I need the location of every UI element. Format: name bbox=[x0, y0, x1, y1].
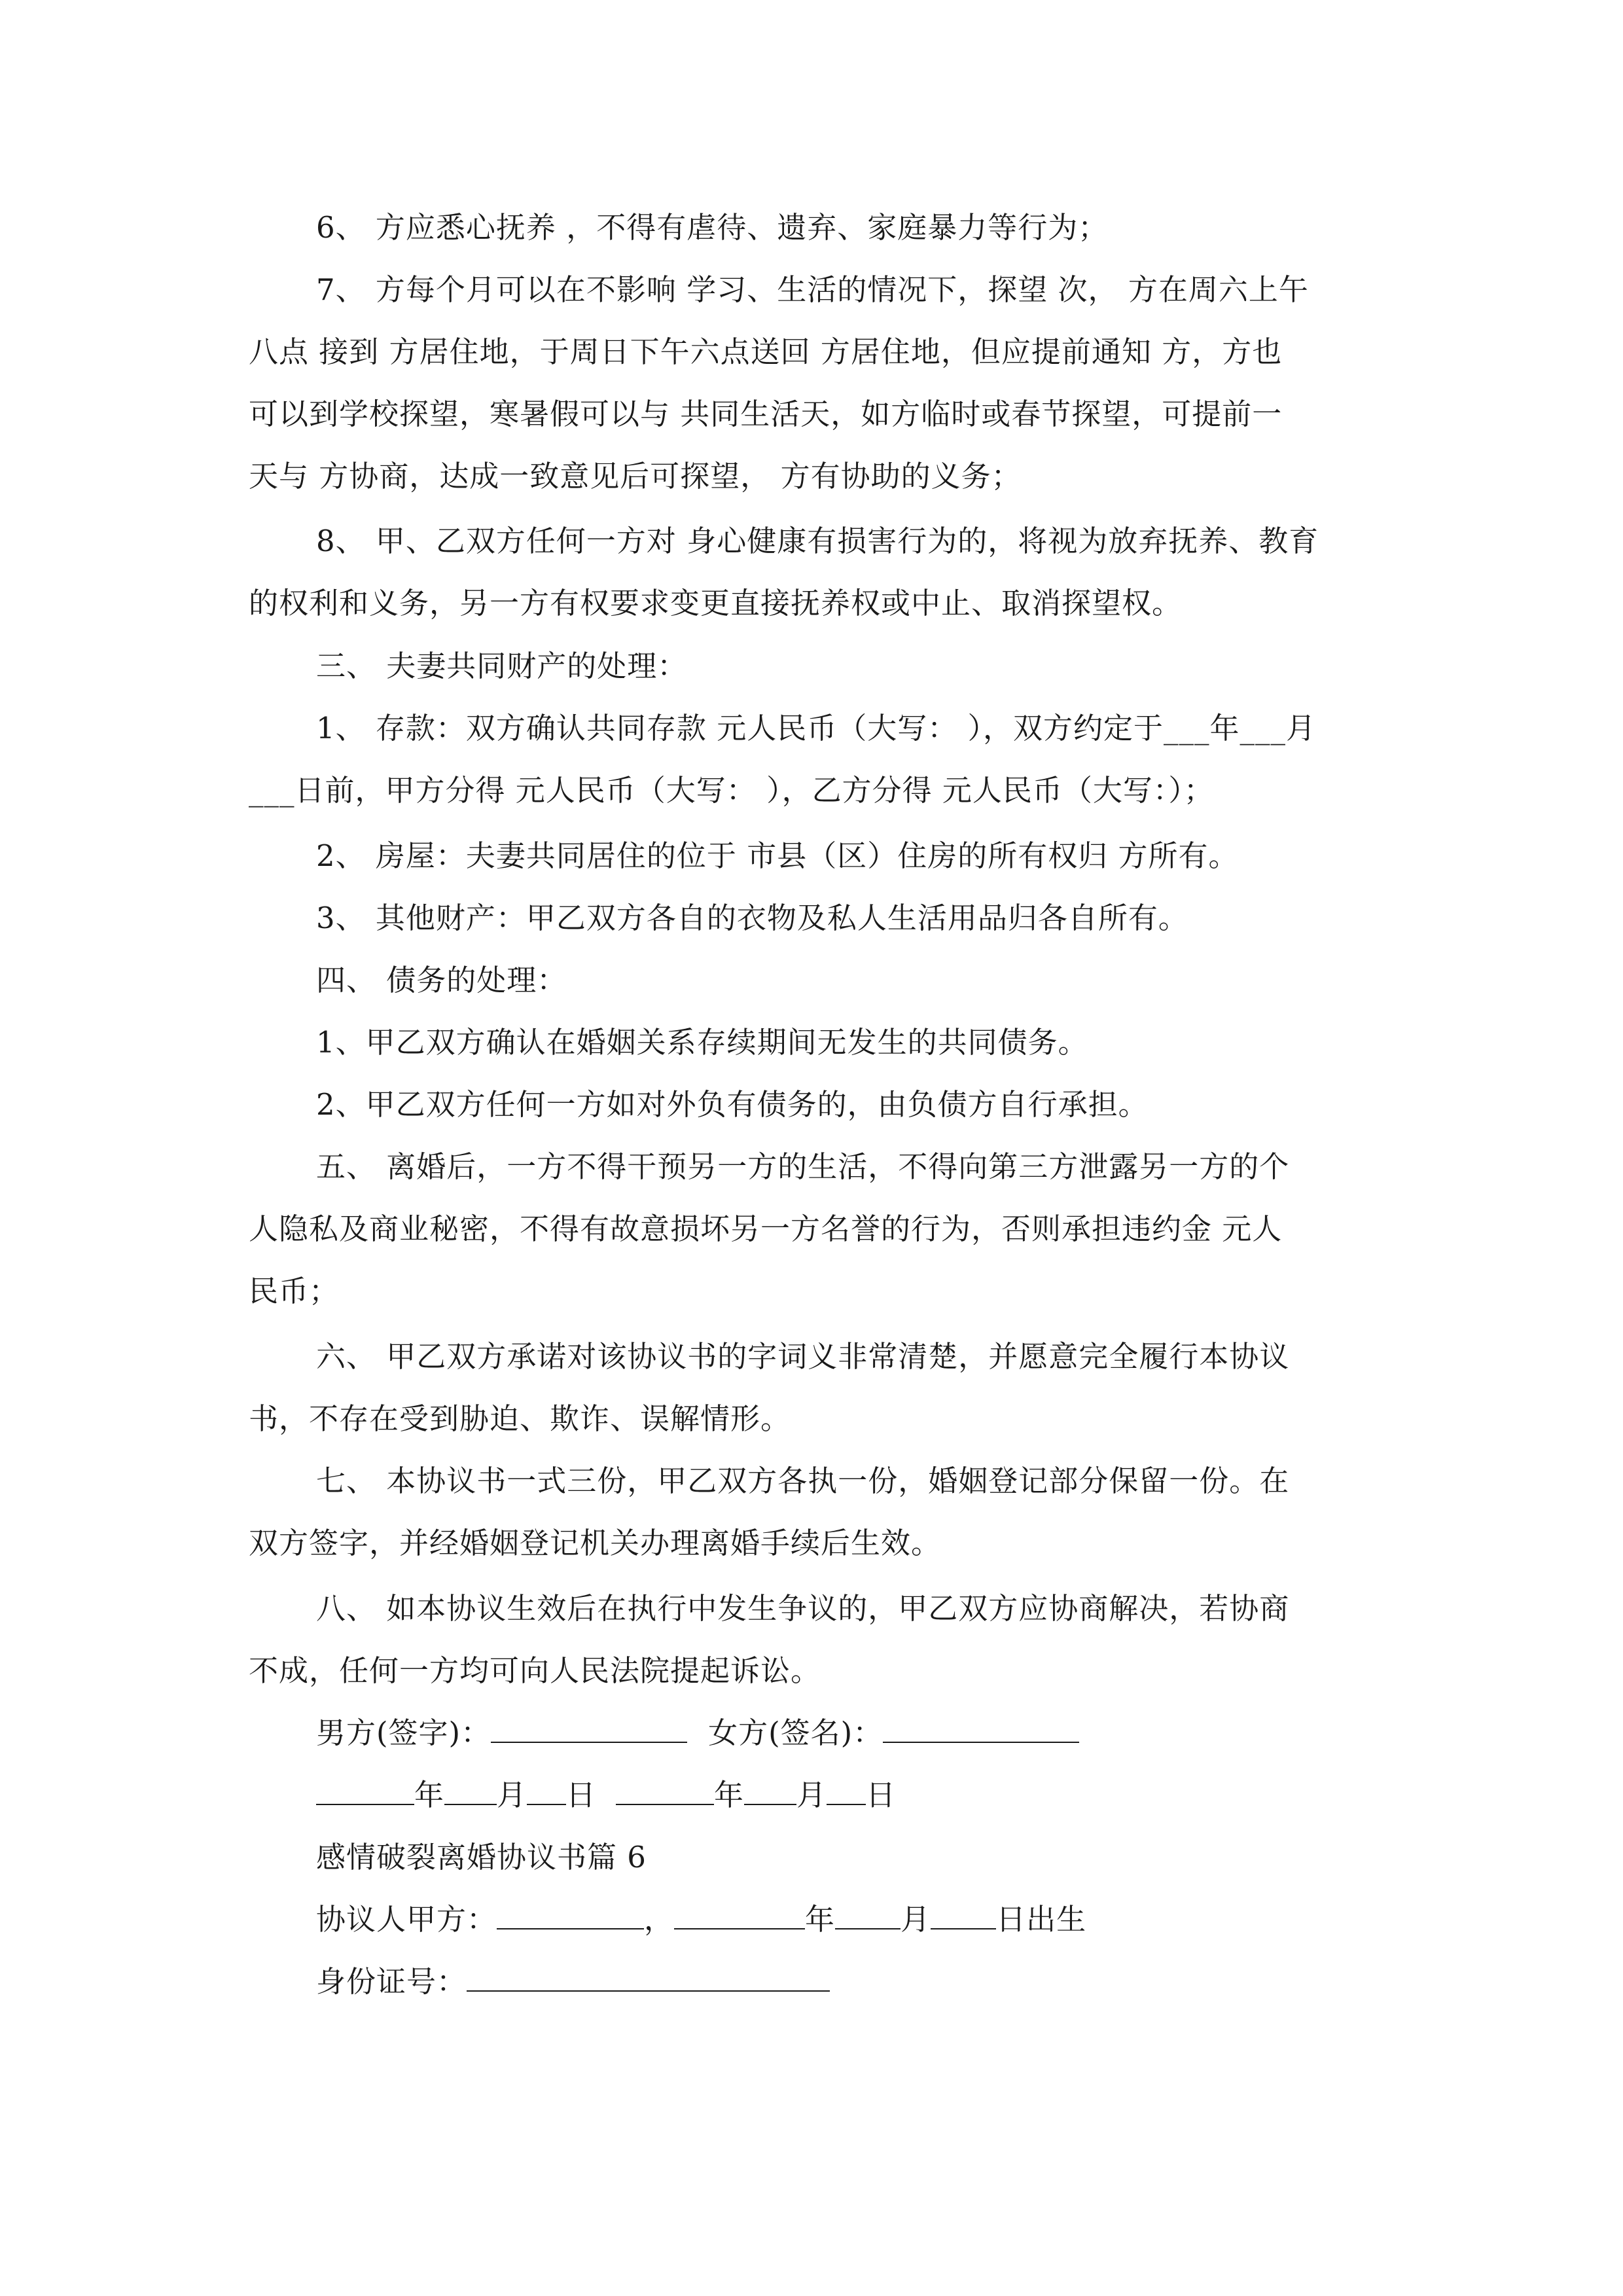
paragraph-line: 可以到学校探望，寒暑假可以与 共同生活天，如方临时或春节探望，可提前一 bbox=[249, 397, 1283, 431]
party-a-name-field[interactable] bbox=[497, 1902, 644, 1929]
birth-suffix-label: 日出生 bbox=[996, 1902, 1087, 1937]
male-month-field[interactable] bbox=[444, 1778, 497, 1805]
id-row bbox=[316, 1962, 830, 2001]
female-month-field[interactable] bbox=[744, 1778, 796, 1805]
party-a-label: 协议人甲方： bbox=[316, 1902, 497, 1937]
party-a-row bbox=[316, 1900, 1086, 1939]
paragraph-line: 1、甲乙双方确认在婚姻关系存续期间无发生的共同债务。 bbox=[316, 1025, 1088, 1060]
paragraph-line: 不成，任何一方均可向人民法院提起诉讼。 bbox=[249, 1653, 821, 1688]
paragraph-line: 七、 本协议书一式三份，甲乙双方各执一份，婚姻登记部分保留一份。在 bbox=[316, 1463, 1290, 1498]
paragraph-line: 六、 甲乙双方承诺对该协议书的字词义非常清楚，并愿意完全履行本协议 bbox=[316, 1339, 1290, 1374]
paragraph-line: 人隐私及商业秘密，不得有故意损坏另一方名誉的行为，否则承担违约金 元人 bbox=[249, 1211, 1283, 1246]
paragraph-line: 书，不存在受到胁迫、欺诈、误解情形。 bbox=[249, 1401, 791, 1436]
id-number-field[interactable] bbox=[467, 1964, 830, 1992]
paragraph-line: 8、 甲、乙双方任何一方对 身心健康有损害行为的，将视为放弃抚养、教育 bbox=[316, 524, 1319, 558]
section-heading: 三、 夫妻共同财产的处理： bbox=[316, 649, 688, 683]
month-label: 月 bbox=[796, 1778, 827, 1812]
birth-day-field[interactable] bbox=[931, 1902, 996, 1929]
female-day-field[interactable] bbox=[827, 1778, 866, 1805]
paragraph-line: 民币； bbox=[249, 1274, 340, 1308]
section-heading: 四、 债务的处理： bbox=[316, 963, 567, 997]
month-label: 月 bbox=[497, 1778, 527, 1812]
id-label: 身份证号： bbox=[316, 1964, 467, 1999]
paragraph-line: 的权利和义务，另一方有权要求变更直接抚养权或中止、取消探望权。 bbox=[249, 586, 1183, 620]
paragraph-line: 双方签字，并经婚姻登记机关办理离婚手续后生效。 bbox=[249, 1526, 942, 1560]
paragraph-line: 2、甲乙双方任何一方如对外负有债务的，由负债方自行承担。 bbox=[316, 1087, 1149, 1122]
birth-month-field[interactable] bbox=[835, 1902, 901, 1929]
male-signature-label: 男方(签字)： bbox=[316, 1715, 491, 1750]
paragraph-line: 八、 如本协议生效后在执行中发生争议的，甲乙双方应协商解决，若协商 bbox=[316, 1591, 1290, 1626]
paragraph-line: 1、 存款：双方确认共同存款 元人民币（大写： ），双方约定于___年___月 bbox=[316, 711, 1317, 745]
day-label: 日 bbox=[866, 1778, 897, 1812]
female-year-field[interactable] bbox=[616, 1778, 714, 1805]
paragraph-line: 7、 方每个月可以在不影响 学习、生活的情况下，探望 次， 方在周六上午 bbox=[316, 272, 1309, 307]
year-label: 年 bbox=[714, 1778, 745, 1812]
paragraph-line: 八点 接到 方居住地，于周日下午六点送回 方居住地，但应提前通知 方，方也 bbox=[249, 334, 1283, 369]
paragraph-line: 五、 离婚后，一方不得干预另一方的生活，不得向第三方泄露另一方的个 bbox=[316, 1149, 1290, 1184]
year-label: 年 bbox=[805, 1902, 836, 1937]
document-section-title: 感情破裂离婚协议书篇 6 bbox=[316, 1840, 647, 1874]
comma-separator: ， bbox=[644, 1902, 675, 1937]
year-label: 年 bbox=[414, 1778, 445, 1812]
male-day-field[interactable] bbox=[527, 1778, 566, 1805]
day-label: 日 bbox=[566, 1778, 597, 1812]
male-signature-field[interactable] bbox=[491, 1715, 687, 1743]
signature-date-row bbox=[316, 1776, 896, 1815]
female-signature-label: 女方(签名)： bbox=[708, 1715, 883, 1750]
paragraph-line: 2、 房屋：夫妻共同居住的位于 市县（区）住房的所有权归 方所有。 bbox=[316, 838, 1239, 873]
paragraph-line: 3、 其他财产：甲乙双方各自的衣物及私人生活用品归各自所有。 bbox=[316, 901, 1188, 935]
signature-row bbox=[316, 1713, 1079, 1753]
month-label: 月 bbox=[901, 1902, 931, 1937]
female-signature-field[interactable] bbox=[883, 1715, 1079, 1743]
paragraph-line: 天与 方协商，达成一致意见后可探望， 方有协助的义务； bbox=[249, 459, 1022, 493]
paragraph-line: ___日前，甲方分得 元人民币（大写： ），乙方分得 元人民币（大写：）； bbox=[249, 773, 1214, 808]
birth-year-field[interactable] bbox=[674, 1902, 805, 1929]
male-year-field[interactable] bbox=[316, 1778, 414, 1805]
paragraph-line: 6、 方应悉心抚养 ，不得有虐待、遗弃、家庭暴力等行为； bbox=[316, 210, 1109, 245]
